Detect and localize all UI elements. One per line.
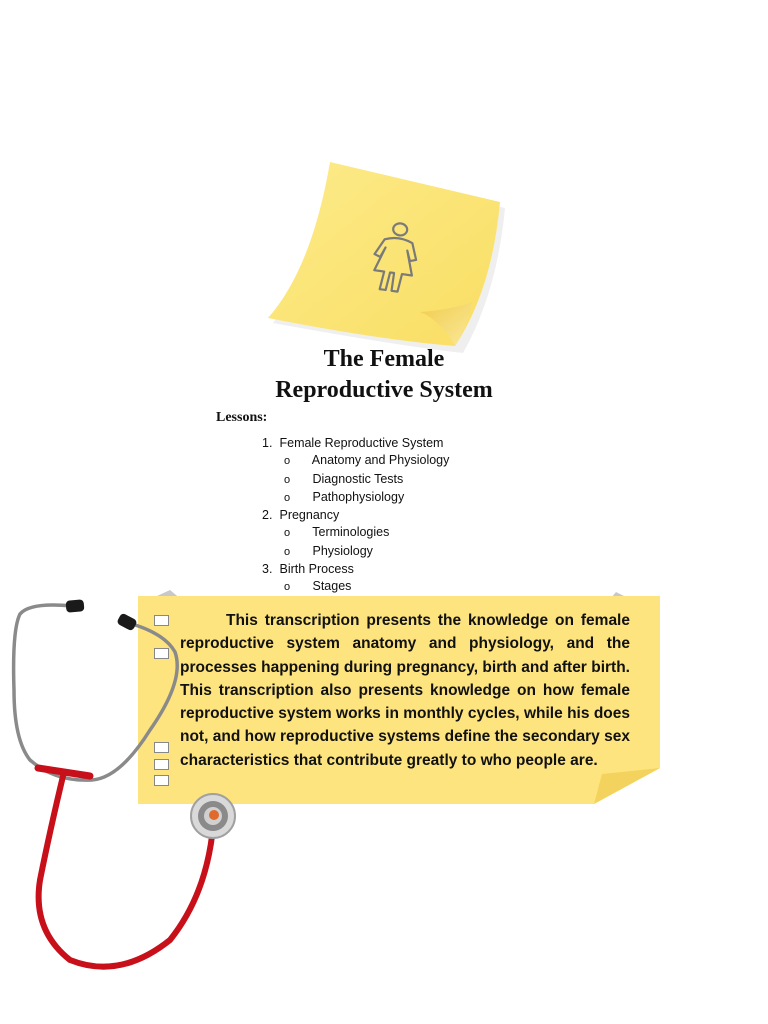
subtopic-label: Diagnostic Tests bbox=[312, 471, 404, 486]
bullet-icon: o bbox=[284, 545, 291, 558]
lesson-number: 1. bbox=[262, 436, 273, 450]
description-body: This transcription presents the knowledge on female reproductive system anatomy and physiology, and the processes happening during pregnancy, birth and after birth. This transcription also presents knowledge on how female reproductive system works in monthly cycles, while his does not, and how reproductive systems define the secondary sex characteristics that contribute greatly to who people are. bbox=[180, 612, 630, 769]
lesson-number: 2. bbox=[262, 508, 273, 523]
subtopic-item bbox=[262, 471, 582, 489]
subtopic-label: Anatomy and Physiology bbox=[311, 453, 450, 468]
subtopic-label: Pathophysiology bbox=[312, 489, 405, 504]
subtopic-label: Stages bbox=[312, 579, 352, 594]
title-line-2: Reproductive System bbox=[275, 377, 493, 403]
lesson-label: Female Reproductive System bbox=[279, 436, 444, 450]
subtopic-item bbox=[262, 543, 582, 561]
bullet-icon: o bbox=[284, 527, 291, 540]
lessons-label: Lessons: bbox=[216, 410, 268, 425]
title-line-1: The Female bbox=[323, 346, 445, 372]
bullet-icon: o bbox=[284, 581, 291, 594]
sticky-note bbox=[250, 150, 510, 360]
subtopic-item bbox=[262, 452, 582, 470]
bullet-icon: o bbox=[284, 473, 291, 486]
stethoscope-illustration bbox=[0, 590, 260, 990]
subtopic-item bbox=[262, 524, 582, 542]
lesson-number: 3. bbox=[262, 562, 273, 577]
lesson-item bbox=[262, 507, 582, 524]
bullet-icon: o bbox=[284, 491, 291, 504]
lesson-item bbox=[262, 435, 582, 452]
lesson-item bbox=[262, 561, 582, 578]
subtopic-label: Physiology bbox=[312, 543, 373, 558]
lesson-list bbox=[262, 435, 582, 595]
lesson-label: Birth Process bbox=[279, 562, 354, 577]
page-title bbox=[184, 344, 584, 406]
subtopic-label: Terminologies bbox=[312, 525, 390, 540]
lesson-label: Pregnancy bbox=[279, 508, 340, 523]
subtopic-item bbox=[262, 489, 582, 507]
bullet-icon: o bbox=[284, 455, 291, 468]
